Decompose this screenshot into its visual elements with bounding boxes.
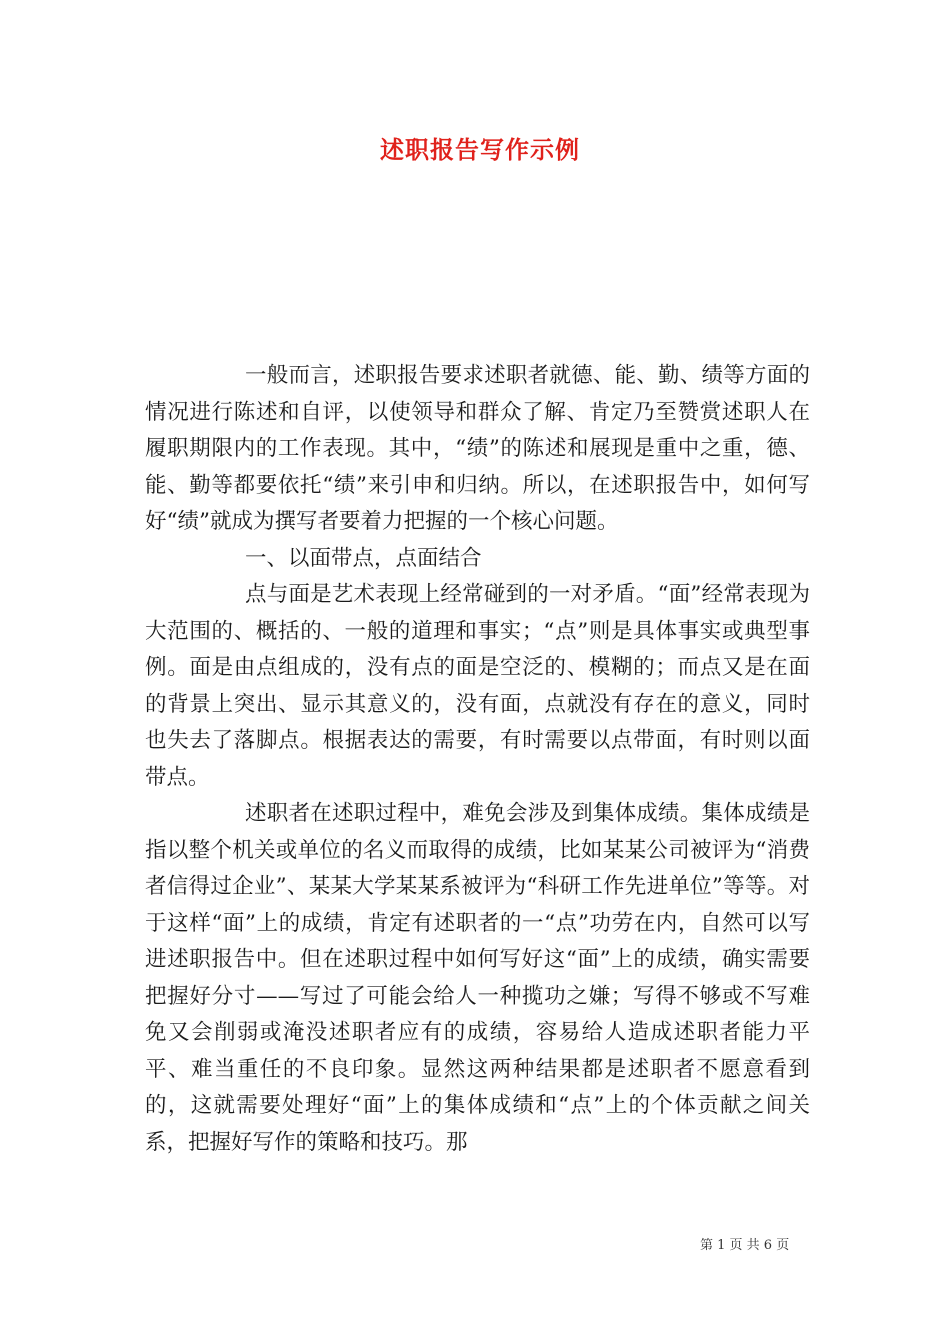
document-title: 述职报告写作示例 bbox=[380, 135, 580, 164]
section-heading: 一、以面带点，点面结合 bbox=[245, 545, 482, 571]
document-body bbox=[145, 358, 810, 1161]
paragraph-collective-achievement: 述职者在述职过程中，难免会涉及到集体成绩。集体成绩是指以整个机关或单位的名义而取得的成绩，比如某某公司被评为“消费者信得过企业”、某某大学某某系被评为“科研工作先进单位”等等。对于这样“面”上的成绩，肯定有述职者的一“点”功劳在内，自然可以写进述职报告中。但在述职过程中如何写好这“面”上的成绩，确实需要把握好分寸——写过了可能会给人一种揽功之嫌；写得不够或不写难免又会削弱或淹没述职者应有的成绩，容易给人造成述职者能力平平、难当重任的不良印象。显然这两种结果都是述职者不愿意看到的，这就需要处理好“面”上的集体成绩和“点”上的个体贡献之间关系，把握好写作的策略和技巧。那 bbox=[145, 801, 810, 1155]
paragraph-intro: 一般而言，述职报告要求述职者就德、能、勤、绩等方面的情况进行陈述和自评，以使领导和群众了解、肯定乃至赞赏述职人在履职期限内的工作表现。其中，“绩”的陈述和展现是重中之重，德、能、勤等都要依托“绩”来引申和归纳。所以，在述职报告中，如何写好“绩”就成为撰写者要着力把握的一个核心问题。 bbox=[145, 363, 810, 534]
page-number: 第 1 页 共 6 页 bbox=[700, 1238, 790, 1253]
paragraph-point-and-surface: 点与面是艺术表现上经常碰到的一对矛盾。“面”经常表现为大范围的、概括的、一般的道理和事实；“点”则是具体事实或典型事例。面是由点组成的，没有点的面是空泛的、模糊的；而点又是在面的背景上突出、显示其意义的，没有面，点就没有存在的意义，同时也失去了落脚点。根据表达的需要，有时需要以点带面，有时则以面带点。 bbox=[145, 582, 810, 790]
